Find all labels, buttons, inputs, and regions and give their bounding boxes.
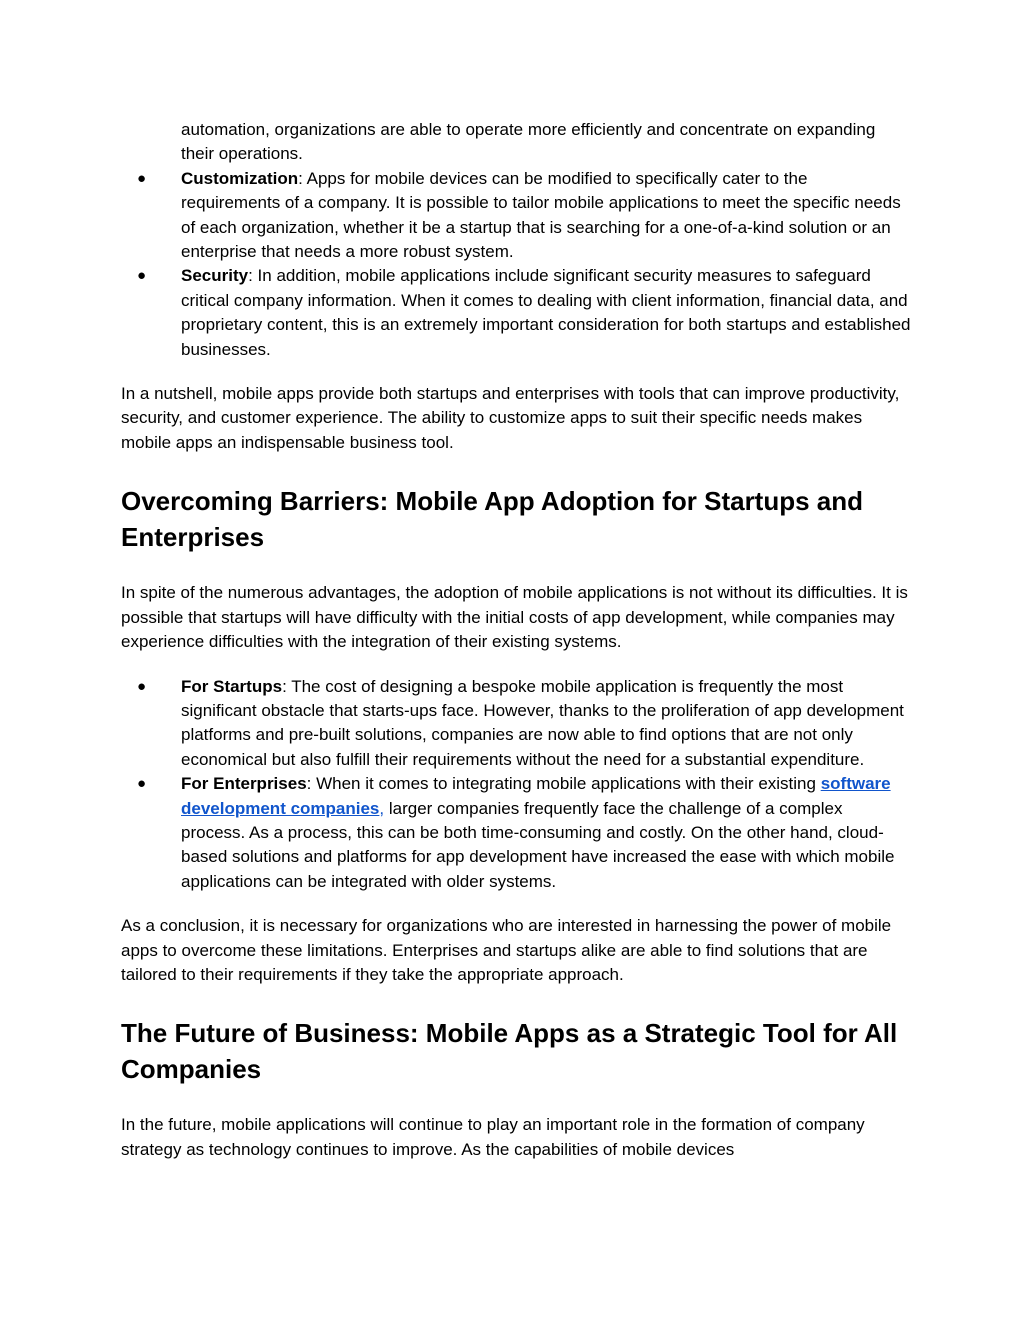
document-page [121,118,911,1162]
barriers-list [121,675,911,895]
benefits-list [121,118,911,362]
list-item-text: larger companies frequently face the challenge of a complex process. As a process, this can be both time-consuming and costly. On the other hand, cloud-based solutions and platforms for app development have increased the ease with which mobile applications can be integrated with older systems. [181,798,895,891]
list-item-term: For Startups [181,676,283,696]
list-item-for-startups [121,675,911,773]
list-item-customization [121,167,911,265]
list-item-text: : When it comes to integrating mobile applications with their existing [306,774,821,794]
list-item-text: : Apps for mobile devices can be modified to specifically cater to the requirements of a company. It is possible to tailor mobile applications to meet the specific needs of each organization, whether it be a startup that is searching for a one-of-a-kind solution or an enterprise that needs a more robust system. [181,168,901,262]
heading-future-of-business: The Future of Business: Mobile Apps as a Strategic Tool for All Companies [121,1018,898,1085]
list-item-for-enterprises [121,772,911,894]
list-item-text: automation, organizations are able to operate more efficiently and concentrate on expanding their operations. [181,120,876,164]
bullet-icon: ● [137,267,147,285]
heading-overcoming-barriers: Overcoming Barriers: Mobile App Adoption for Startups and Enterprises [121,486,864,553]
link-punctuation: , [379,798,385,818]
software-development-companies-link[interactable]: software development companies [181,774,891,818]
list-item-term: Customization [181,168,299,188]
list-item-text: : In addition, mobile applications include significant security measures to safeguard critical company information. When it comes to dealing with client information, financial data, and proprietary content, this is an extremely important consideration for both startups and established businesses. [181,266,911,359]
list-item-text: : The cost of designing a bespoke mobile application is frequently the most significant obstacle that starts-ups face. However, thanks to the proliferation of app development platforms and pre-built solutions, companies are now able to find options that are not only economical but also fulfill their requirements without the need for a substantial expenditure. [181,676,904,769]
list-item-security [121,264,911,362]
list-item-term: Security [181,266,249,286]
paragraph-difficulties: In spite of the numerous advantages, the adoption of mobile applications is not without its difficulties. It is possible that startups will have difficulty with the initial costs of app development, while companies may experience difficulties with the integration of their existing systems. [121,583,908,652]
paragraph-conclusion: As a conclusion, it is necessary for organizations who are interested in harnessing the power of mobile apps to overcome these limitations. Enterprises and startups alike are able to find solutions that are tailored to their requirements if they take the appropriate approach. [121,916,892,984]
bullet-icon: ● [137,677,147,695]
bullet-icon: ● [137,775,147,793]
paragraph-summary: In a nutshell, mobile apps provide both startups and enterprises with tools that can improve productivity, security, and customer experience. The ability to customize apps to suit their specific needs makes mobile apps an indispensable business tool. [121,384,900,452]
list-item-continuation [121,118,911,167]
paragraph-future: In the future, mobile applications will continue to play an important role in the formation of company strategy as technology continues to improve. As the capabilities of mobile devices [121,1115,865,1159]
bullet-icon: ● [137,169,147,187]
list-item-term: For Enterprises [181,774,307,794]
